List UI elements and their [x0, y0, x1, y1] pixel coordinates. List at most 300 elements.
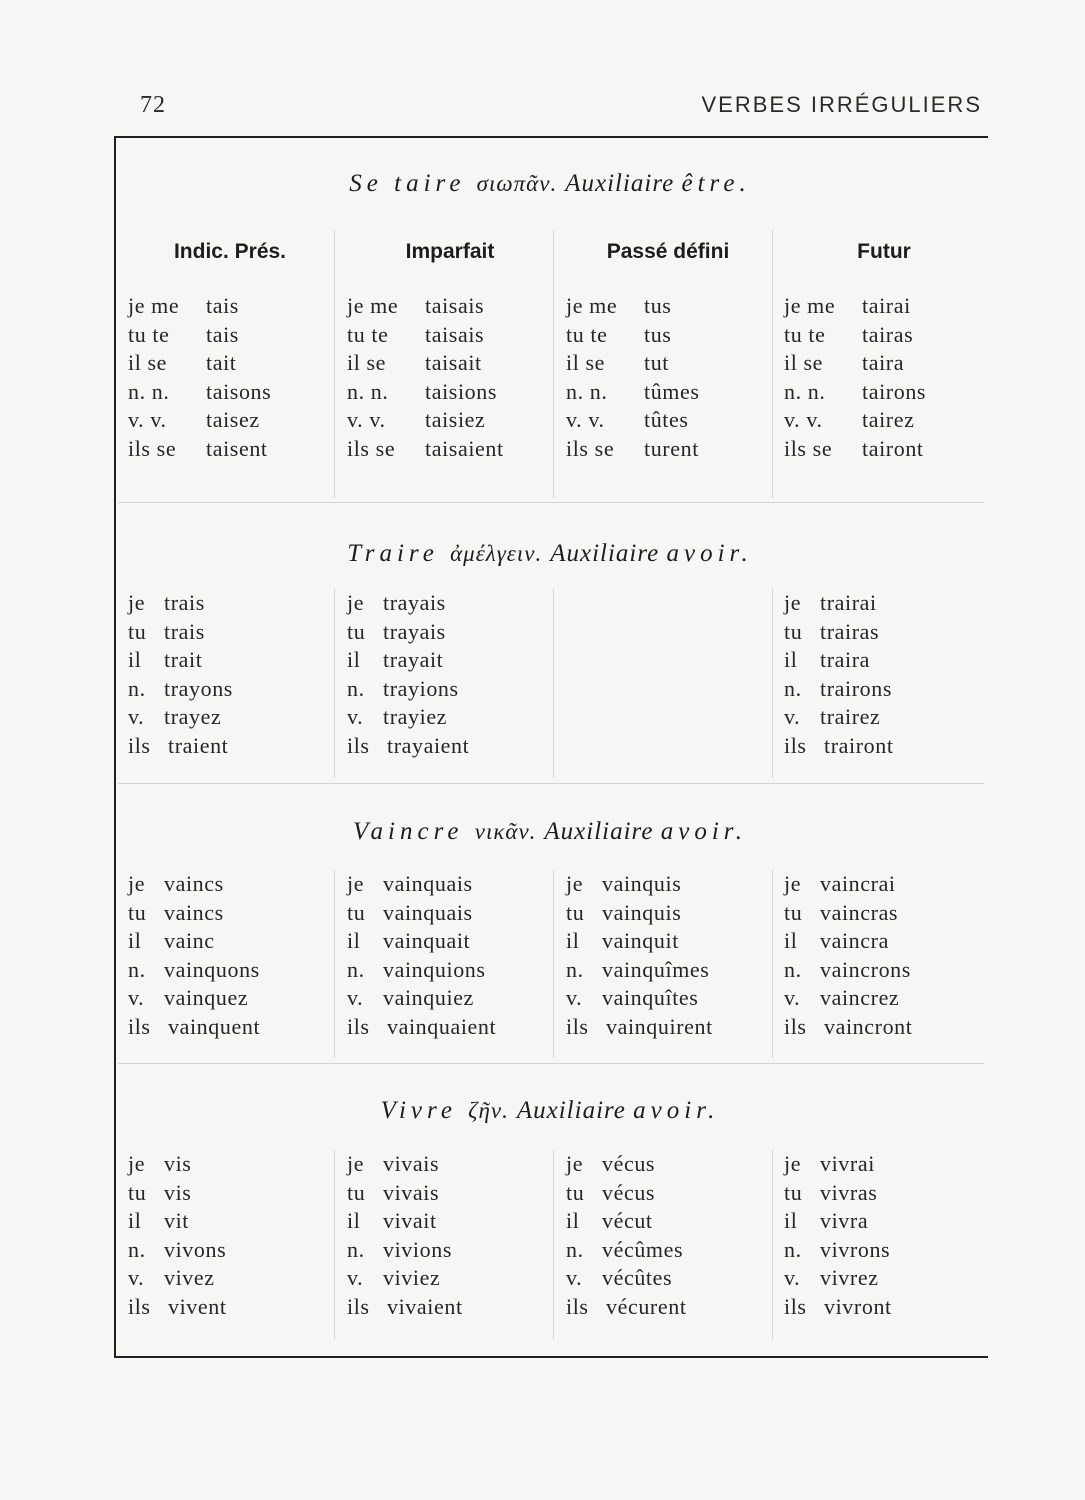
verb-form: trairas	[820, 618, 880, 644]
conjugation-row	[128, 619, 205, 647]
pronoun: je	[784, 871, 802, 896]
verb-form: taira	[862, 350, 905, 376]
pronoun: n. n.	[347, 378, 389, 404]
conjugation-row	[784, 379, 926, 407]
auxiliary-verb: avoir.	[633, 1097, 720, 1124]
conjugation-row	[128, 1180, 191, 1208]
verb-form: vivais	[383, 1179, 440, 1205]
conjugation-row	[784, 436, 924, 464]
verb-form: vivaient	[387, 1294, 463, 1319]
conjugation-row	[784, 350, 904, 378]
conjugation-row	[784, 647, 870, 675]
verb-form: taisions	[425, 378, 498, 404]
pronoun: n.	[784, 1236, 802, 1262]
pronoun: il	[566, 1208, 580, 1234]
verb-form: tairez	[862, 407, 915, 433]
pronoun: tu	[347, 618, 366, 644]
pronoun: tu	[784, 618, 803, 644]
conjugation-row	[784, 1294, 892, 1322]
conjugation-row	[347, 436, 504, 464]
verb-form: vaincs	[164, 899, 224, 925]
pronoun: ils se	[347, 436, 396, 461]
conjugation-row	[347, 647, 443, 675]
verb-form: vainc	[164, 928, 215, 954]
verb-form: vivrez	[820, 1265, 879, 1291]
pronoun: v.	[128, 1265, 145, 1291]
verb-form: taisais	[425, 321, 485, 347]
conjugation-row	[566, 1237, 683, 1265]
pronoun: v. v.	[566, 407, 605, 433]
pronoun: tu	[128, 618, 147, 644]
conjugation-row	[128, 647, 202, 675]
verb-form: vainquîtes	[602, 985, 699, 1011]
conjugation-row	[128, 1237, 226, 1265]
conjugation-row	[566, 293, 671, 321]
tense-column-3	[566, 871, 776, 1043]
pronoun: v. v.	[128, 407, 167, 433]
conjugation-row	[784, 957, 911, 985]
verb-form: vit	[164, 1208, 190, 1234]
verb-form: vainquis	[602, 871, 682, 896]
conjugation-row	[784, 676, 892, 704]
pronoun: v.	[784, 1265, 801, 1291]
verb-form: vécus	[602, 1179, 656, 1205]
verb-form: trayons	[164, 675, 233, 701]
conjugation-row	[784, 733, 894, 761]
pronoun: il	[128, 1208, 142, 1234]
verb-form: trais	[164, 590, 205, 615]
verb-form: tus	[644, 321, 672, 347]
verb-form: trairai	[820, 590, 877, 615]
pronoun: tu	[566, 899, 585, 925]
pronoun: je me	[566, 293, 618, 318]
verb-form: vécûmes	[602, 1236, 684, 1262]
conjugation-row	[566, 985, 698, 1013]
pronoun: tu te	[784, 321, 826, 347]
pronoun: n.	[128, 956, 146, 982]
verb-form: vivra	[820, 1208, 869, 1234]
auxiliary-verb: avoir.	[660, 818, 747, 845]
pronoun: ils	[784, 1294, 807, 1319]
conjugation-row	[128, 293, 239, 321]
pronoun: ils se	[784, 436, 833, 461]
verb-form: taisaient	[425, 436, 504, 461]
pronoun: n. n.	[784, 378, 826, 404]
verb-form: vainquez	[164, 985, 249, 1011]
verb-form: trairons	[820, 675, 893, 701]
verb-form: trayaient	[387, 733, 470, 758]
verb-form: vainquais	[383, 871, 473, 896]
verb-form: vaincrons	[820, 956, 911, 982]
column-heading: Indic. Prés.	[173, 240, 287, 263]
verb-form: trayions	[383, 675, 459, 701]
verb-infinitive: Se taire	[349, 170, 466, 197]
greek-gloss: ἀμέλγειν.	[450, 541, 543, 566]
pronoun: je	[566, 871, 584, 896]
verb-infinitive: Vaincre	[353, 818, 464, 845]
conjugation-row	[128, 379, 271, 407]
pronoun: n.	[128, 675, 146, 701]
verb-form: tus	[644, 293, 672, 318]
pronoun: il	[347, 928, 361, 954]
verb-form: vainquaient	[387, 1014, 497, 1039]
verb-form: taisiez	[425, 407, 486, 433]
pronoun: ils	[347, 1014, 370, 1039]
conjugation-row	[784, 871, 896, 899]
pronoun: il	[128, 928, 142, 954]
verb-form: tairai	[862, 293, 911, 318]
conjugation-row	[566, 322, 671, 350]
pronoun: n.	[784, 675, 802, 701]
verb-form: tais	[206, 293, 239, 318]
verb-form: trait	[164, 647, 203, 673]
auxiliary-label: Auxiliaire	[550, 540, 667, 567]
running-head: VERBES IRRÉGULIERS	[701, 92, 982, 117]
conjugation-row	[128, 704, 221, 732]
pronoun: ils	[347, 733, 370, 758]
verb-form: vécûtes	[602, 1265, 673, 1291]
pronoun: il se	[347, 350, 387, 376]
section-title-vaincre	[115, 818, 985, 846]
conjugation-row	[784, 1208, 868, 1236]
conjugation-row	[784, 704, 880, 732]
verb-form: taisez	[206, 407, 260, 433]
verb-form: trayais	[383, 590, 446, 615]
verb-form: taisais	[425, 293, 485, 318]
conjugation-row	[128, 733, 228, 761]
pronoun: n. n.	[128, 378, 170, 404]
pronoun: ils	[566, 1014, 589, 1039]
pronoun: je	[784, 590, 802, 615]
verb-form: vivrai	[820, 1151, 875, 1176]
conjugation-row	[566, 350, 669, 378]
verb-form: trairez	[820, 704, 881, 730]
pronoun: il	[784, 1208, 798, 1234]
conjugation-row	[347, 322, 484, 350]
pronoun: v.	[347, 704, 364, 730]
verb-form: vainquîmes	[602, 956, 710, 982]
conjugation-row	[566, 1151, 655, 1179]
verb-form: vainquais	[383, 899, 473, 925]
pronoun: je	[347, 1151, 365, 1176]
pronoun: tu	[784, 1179, 803, 1205]
pronoun: v. v.	[347, 407, 386, 433]
conjugation-row	[784, 293, 911, 321]
verb-form: vivrons	[820, 1236, 891, 1262]
conjugation-row	[566, 1180, 655, 1208]
pronoun: v.	[784, 985, 801, 1011]
conjugation-row	[128, 1294, 227, 1322]
pronoun: n.	[128, 1236, 146, 1262]
pronoun: v. v.	[784, 407, 823, 433]
verb-form: vainquait	[383, 928, 471, 954]
conjugation-row	[128, 985, 248, 1013]
pronoun: v.	[784, 704, 801, 730]
verb-form: tûmes	[644, 378, 700, 404]
conjugation-row	[347, 293, 484, 321]
verb-form: vaincrez	[820, 985, 900, 1011]
section-title-se-taire	[115, 170, 985, 198]
conjugation-row	[347, 1208, 437, 1236]
conjugation-row	[347, 957, 486, 985]
conjugation-row	[566, 900, 681, 928]
pronoun: ils	[784, 733, 807, 758]
auxiliary-verb: être.	[681, 170, 751, 197]
section-divider	[118, 783, 984, 784]
conjugation-row	[784, 1265, 879, 1293]
tense-column-3	[566, 293, 776, 465]
pronoun: tu	[566, 1179, 585, 1205]
conjugation-row	[128, 436, 268, 464]
verb-form: vivent	[168, 1294, 227, 1319]
tense-column-4	[784, 1151, 994, 1323]
tense-column-2	[347, 1151, 557, 1323]
pronoun: ils	[128, 1294, 151, 1319]
conjugation-row	[566, 1208, 653, 1236]
conjugation-row	[347, 350, 482, 378]
conjugation-row	[347, 590, 446, 618]
column-heading: Imparfait	[405, 240, 495, 263]
pronoun: il	[347, 647, 361, 673]
conjugation-row	[784, 928, 889, 956]
conjugation-row	[566, 1014, 713, 1042]
pronoun: ils se	[128, 436, 177, 461]
pronoun: tu	[784, 899, 803, 925]
pronoun: v.	[566, 985, 583, 1011]
verb-infinitive: Vivre	[380, 1097, 457, 1124]
pronoun: n.	[347, 956, 365, 982]
pronoun: v.	[347, 985, 364, 1011]
pronoun: ils	[128, 1014, 151, 1039]
pronoun: n.	[566, 956, 584, 982]
verb-form: vainquions	[383, 956, 486, 982]
tense-column-2	[347, 293, 557, 465]
tense-column-1	[128, 1151, 338, 1323]
tense-column-2	[347, 590, 557, 762]
greek-gloss: ζῆν.	[468, 1098, 509, 1123]
verb-form: vainquent	[168, 1014, 261, 1039]
verb-form: tûtes	[644, 407, 689, 433]
conjugation-row	[566, 1294, 687, 1322]
verb-form: vis	[164, 1179, 192, 1205]
verb-form: vis	[164, 1151, 192, 1176]
verb-form: taisent	[206, 436, 268, 461]
conjugation-row	[566, 379, 700, 407]
conjugation-row	[347, 928, 470, 956]
conjugation-row	[347, 619, 446, 647]
verb-form: taisait	[425, 350, 482, 376]
conjugation-row	[128, 1208, 189, 1236]
pronoun: il se	[784, 350, 824, 376]
pronoun: v.	[128, 704, 145, 730]
pronoun: n.	[784, 956, 802, 982]
conjugation-row	[128, 407, 260, 435]
conjugation-row	[128, 1151, 191, 1179]
verb-form: vaincra	[820, 928, 889, 954]
verb-form: vivait	[383, 1208, 437, 1234]
greek-gloss: σιωπᾶν.	[476, 171, 558, 196]
pronoun: n.	[566, 1236, 584, 1262]
pronoun: je me	[128, 293, 180, 318]
pronoun: tu	[128, 1179, 147, 1205]
conjugation-row	[347, 704, 447, 732]
pronoun: tu	[128, 899, 147, 925]
pronoun: il	[566, 928, 580, 954]
conjugation-row	[784, 1151, 875, 1179]
tense-column-2	[347, 871, 557, 1043]
pronoun: tu te	[566, 321, 608, 347]
pronoun: je	[128, 871, 146, 896]
pronoun: je me	[347, 293, 399, 318]
verb-form: turent	[644, 436, 699, 461]
auxiliary-verb: avoir.	[666, 540, 753, 567]
section-title-vivre	[115, 1097, 985, 1125]
auxiliary-label: Auxiliaire	[544, 818, 661, 845]
conjugation-row	[347, 1237, 452, 1265]
verb-form: traient	[168, 733, 229, 758]
conjugation-row	[347, 676, 459, 704]
verb-form: vaincs	[164, 871, 224, 896]
conjugation-row	[347, 1014, 496, 1042]
pronoun: v.	[128, 985, 145, 1011]
verb-form: tait	[206, 350, 237, 376]
verb-form: vécut	[602, 1208, 653, 1234]
pronoun: je	[347, 871, 365, 896]
conjugation-row	[128, 1265, 215, 1293]
section-divider	[118, 502, 984, 503]
tense-column-4	[784, 871, 994, 1043]
verb-form: vainquiez	[383, 985, 474, 1011]
conjugation-row	[347, 871, 473, 899]
page-number: 72	[140, 92, 166, 118]
pronoun: ils	[128, 733, 151, 758]
verb-form: trayiez	[383, 704, 448, 730]
pronoun: tu te	[128, 321, 170, 347]
conjugation-row	[347, 379, 497, 407]
verb-form: tut	[644, 350, 670, 376]
pronoun: il	[347, 1208, 361, 1234]
verb-form: trayais	[383, 618, 446, 644]
tense-column-1	[128, 590, 338, 762]
conjugation-row	[784, 1180, 877, 1208]
verb-infinitive: Traire	[347, 540, 439, 567]
conjugation-row	[128, 322, 239, 350]
conjugation-row	[566, 436, 699, 464]
tense-column-3	[566, 1151, 776, 1323]
pronoun: tu	[347, 1179, 366, 1205]
conjugation-row	[347, 1151, 439, 1179]
verb-form: vaincront	[824, 1014, 913, 1039]
verb-form: trayez	[164, 704, 222, 730]
verb-form: vaincrai	[820, 871, 896, 896]
tense-column-3	[566, 590, 776, 762]
verb-form: trairont	[824, 733, 894, 758]
conjugation-row	[347, 985, 474, 1013]
tense-column-4	[784, 590, 994, 762]
verb-form: tairas	[862, 321, 914, 347]
conjugation-row	[128, 900, 224, 928]
conjugation-row	[784, 590, 877, 618]
verb-form: vaincras	[820, 899, 899, 925]
conjugation-row	[784, 985, 899, 1013]
verb-form: tais	[206, 321, 239, 347]
section-title-traire	[115, 540, 985, 568]
conjugation-row	[128, 928, 215, 956]
conjugation-row	[128, 676, 233, 704]
conjugation-row	[784, 619, 879, 647]
verb-form: vivront	[824, 1294, 892, 1319]
conjugation-row	[347, 1180, 439, 1208]
verb-form: vainquit	[602, 928, 679, 954]
pronoun: il se	[566, 350, 606, 376]
verb-form: vainquirent	[606, 1014, 713, 1039]
conjugation-row	[784, 322, 913, 350]
pronoun: n.	[347, 1236, 365, 1262]
tense-column-1	[128, 871, 338, 1043]
verb-form: vécus	[602, 1151, 656, 1176]
pronoun: v.	[566, 1265, 583, 1291]
greek-gloss: νικᾶν.	[474, 819, 537, 844]
pronoun: ils	[347, 1294, 370, 1319]
conjugation-row	[347, 407, 485, 435]
verb-form: vivions	[383, 1236, 452, 1262]
pronoun: n.	[347, 675, 365, 701]
pronoun: ils se	[566, 436, 615, 461]
verb-form: viviez	[383, 1265, 441, 1291]
column-heading: Futur	[857, 240, 911, 263]
conjugation-row	[784, 407, 914, 435]
auxiliary-label: Auxiliaire	[565, 170, 682, 197]
verb-form: vivais	[383, 1151, 440, 1176]
conjugation-row	[347, 900, 473, 928]
pronoun: tu	[347, 899, 366, 925]
auxiliary-label: Auxiliaire	[516, 1097, 634, 1124]
conjugation-row	[347, 733, 469, 761]
conjugation-row	[128, 871, 224, 899]
pronoun: je	[784, 1151, 802, 1176]
verb-form: trayait	[383, 647, 444, 673]
pronoun: il	[128, 647, 142, 673]
conjugation-row	[566, 871, 681, 899]
pronoun: il	[784, 647, 798, 673]
conjugation-row	[128, 957, 260, 985]
verb-form: traira	[820, 647, 871, 673]
verb-form: vainquis	[602, 899, 682, 925]
conjugation-row	[784, 1237, 890, 1265]
pronoun: ils	[566, 1294, 589, 1319]
pronoun: je	[128, 590, 146, 615]
column-heading: Passé défini	[606, 240, 730, 263]
pronoun: je	[347, 590, 365, 615]
verb-form: vécurent	[606, 1294, 687, 1319]
tense-column-4	[784, 293, 994, 465]
verb-form: tairont	[862, 436, 924, 461]
conjugation-row	[128, 590, 205, 618]
section-divider	[118, 1063, 984, 1064]
pronoun: ils	[784, 1014, 807, 1039]
verb-form: vivez	[164, 1265, 215, 1291]
verb-form: trais	[164, 618, 205, 644]
pronoun: tu te	[347, 321, 389, 347]
pronoun: je	[566, 1151, 584, 1176]
pronoun: n. n.	[566, 378, 608, 404]
conjugation-row	[566, 1265, 672, 1293]
verb-form: taisons	[206, 378, 272, 404]
pronoun: il se	[128, 350, 168, 376]
pronoun: il	[784, 928, 798, 954]
conjugation-row	[128, 350, 237, 378]
tense-column-1	[128, 293, 338, 465]
